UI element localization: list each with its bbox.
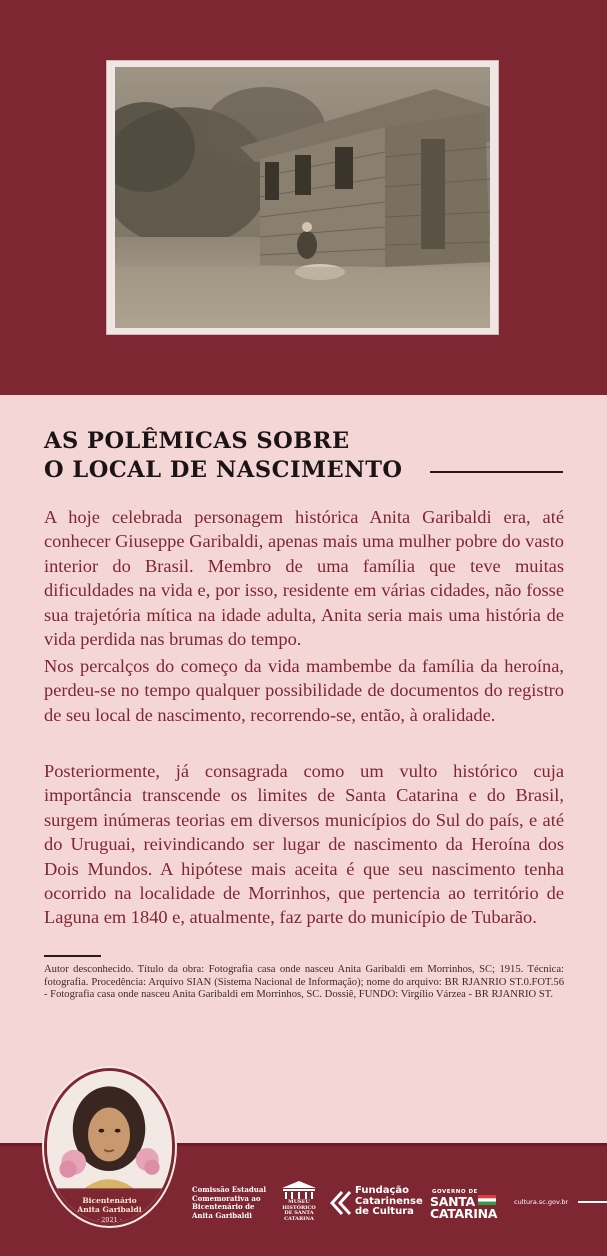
gov-line-1: SANTA <box>430 1194 475 1209</box>
paragraph-3: Posteriormente, já consagrada como um vulto histórico cuja importância transcende os limites de Santa Catarina e do Brasil, surgem inúmeras teorias em diversos municípios do Sul do país, e até do Uruguai, reivindicando ser lugar de nascimento da Heroína dos Dois Mundos. A hipótese mais aceita é que seu nascimento tenha ocorrido na localidade de Morrinhos, que pertencia ao território de Laguna em 1840 e, atualmente, faz parte do município de Tubarão. <box>44 761 564 928</box>
gov-line-2: CATARINA <box>430 1206 498 1221</box>
url-rule <box>578 1201 607 1203</box>
title-line-2: O LOCAL DE NASCIMENTO <box>44 457 403 483</box>
fcc-logo-text <box>355 1186 425 1218</box>
paragraph-2: Nos percalços do começo da vida mambembe da família da heroína, perdeu-se no tempo qualquer possibilidade de documentos do registro de seu local de nascimento, recorrendo-se, então, à oralidade. <box>44 656 564 725</box>
fcc-line-3: de Cultura <box>355 1206 414 1217</box>
historic-house-photo <box>115 67 490 328</box>
comissao-logo-text: Comissão Estadual Comemorativa ao Bicentenário de Anita Garibaldi <box>192 1185 267 1220</box>
title-underline <box>430 471 563 473</box>
fcc-line-2: Catarinense <box>355 1195 423 1207</box>
section-title <box>44 427 564 485</box>
footnote-divider <box>44 955 101 957</box>
medallion-year: · 2021 · <box>97 1216 122 1224</box>
photo-credit-note: Autor desconhecido. Título da obra: Fotografia casa onde nasceu Anita Garibaldi em Morrinhos, SC; 1915. Técnica: fotografia. Procedência: Arquivo SIAN (Sistema Nacional de Informação); nome do arquivo: BR RJANRIO ST.0.FOT.56 - Fotografia casa onde nasceu Anita Garibaldi em Morrinhos, SC. Dossiê, FUNDO: Virgílio Várzea - BR RJANRIO ST. <box>44 964 564 1000</box>
title-line-1: AS POLÊMICAS SOBRE <box>44 428 350 454</box>
paragraph-1: A hoje celebrada personagem histórica Anita Garibaldi era, até conhecer Giuseppe Garibaldi, apenas mais uma mulher pobre do vasto interior do Brasil. Membro de uma família que teve muitas dificuldades na vida e, por isso, residente em várias cidades, não fosse sua trajetória mítica na idade adulta, Anita seria mais uma história de vida perdida nas brumas do tempo. <box>44 507 564 650</box>
medallion-label-line2: Anita Garibaldi <box>77 1205 142 1214</box>
historic-photo-frame <box>106 60 499 335</box>
museu-logo-text: MUSEU HISTÓRICO DE SANTA CATARINA <box>282 1199 316 1222</box>
flag-icon <box>478 1190 496 1200</box>
website-url[interactable]: cultura.sc.gov.br <box>514 1198 569 1206</box>
fcc-line-1: Fundação <box>355 1185 410 1196</box>
medallion-label-line1: Bicentenário <box>82 1196 137 1205</box>
governo-label: GOVERNO DE <box>432 1189 478 1195</box>
fcc-chevron-icon <box>330 1190 352 1216</box>
